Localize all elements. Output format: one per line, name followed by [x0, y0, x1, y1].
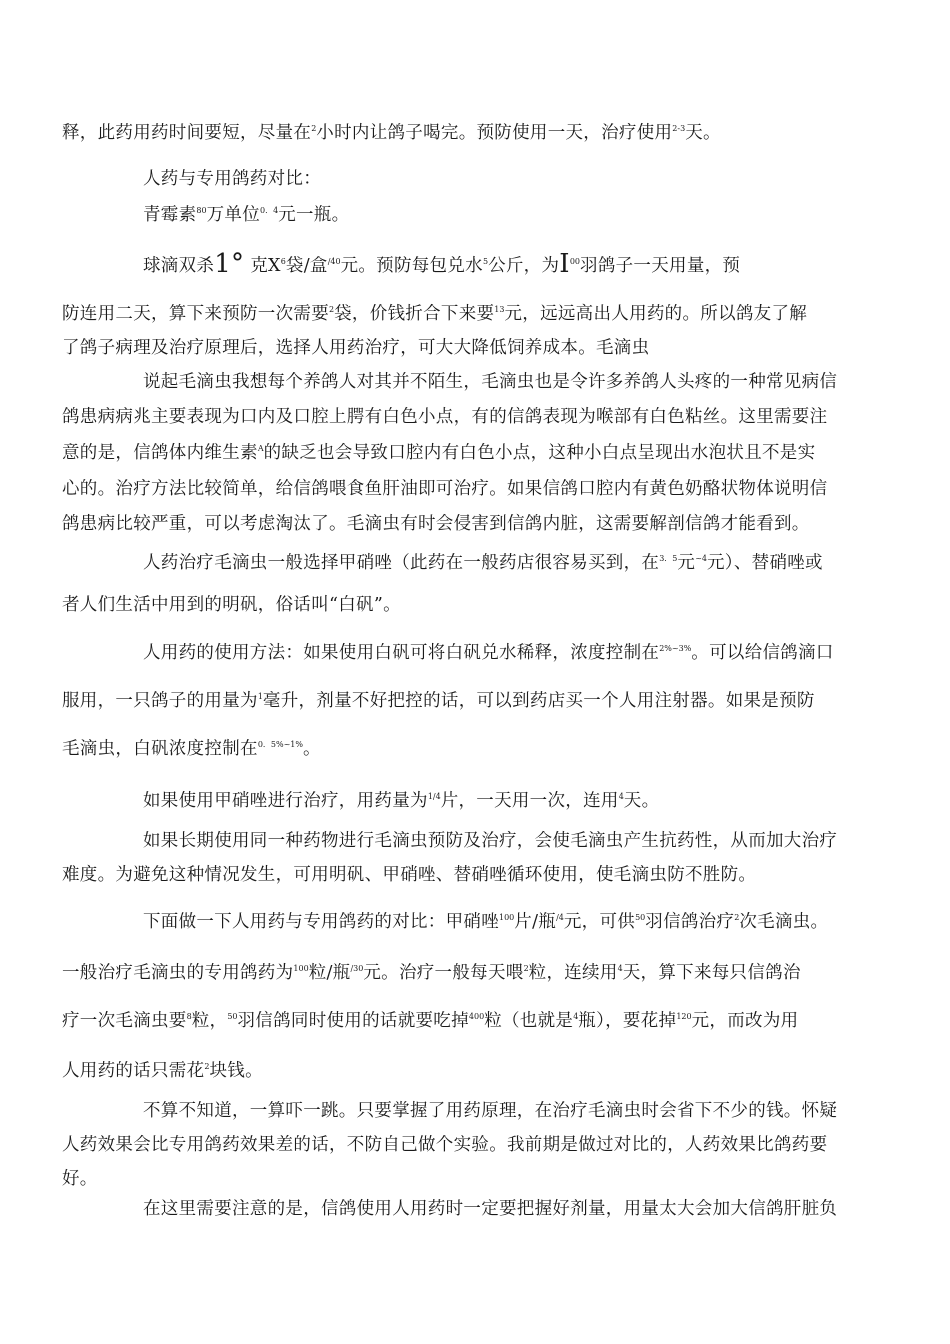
text-line: 防连用二天，算下来预防一次需要$^2$袋，价钱折合下来要$^{13}$元，远远高出人用药的。所以鸽友了解	[62, 304, 808, 324]
text-line: 心的。治疗方法比较简单，给信鸽喂食鱼肝油即可治疗。如果信鸽口腔内有黄色奶酪状物体说明信	[62, 479, 828, 499]
text-line: 下面做一下人用药与专用鸽药的对比：甲硝唑$^{100}$片/瓶$^{/4}$元，可供$^{50}$羽信鸽治疗$^2$次毛滴虫。	[143, 912, 829, 932]
text-line: 难度。为避免这种情况发生，可用明矾、甲硝唑、替硝唑循环使用，使毛滴虫防不胜防。	[62, 865, 757, 885]
text-line: 在这里需要注意的是，信鸽使用人用药时一定要把握好剂量，用量太大会加大信鸽肝脏负	[143, 1199, 838, 1219]
text-line: 释，此药用药时间要短，尽量在$^2$小时内让鸽子喝完。预防使用一天，治疗使用$^{2-3}$天。	[62, 123, 721, 143]
text-line: 说起毛滴虫我想每个养鸽人对其并不陌生，毛滴虫也是令许多养鸽人头疼的一种常见病信	[143, 372, 838, 392]
text-line: 不算不知道，一算吓一跳。只要掌握了用药原理，在治疗毛滴虫时会省下不少的钱。怀疑	[143, 1101, 838, 1121]
text-line: 鸽患病病兆主要表现为口内及口腔上腭有白色小点，有的信鸽表现为喉部有白色粘丝。这里需要注	[62, 407, 828, 427]
text-line: 疗一次毛滴虫要$^8$粒，$^{50}$羽信鸽同时使用的话就要吃掉$^{400}$粒（也就是$^4$瓶），要花掉$^{120}$元，而改为用	[62, 1011, 799, 1031]
text-line: 球滴双杀1° 克$X^6$袋/盒$^{/40}$元。预防每包兑水$^5$公斤，为$I^{00}$羽鸽子一天用量，预	[143, 249, 741, 279]
text-line: 人用药的使用方法：如果使用白矾可将白矾兑水稀释，浓度控制在$^{2\%\sim 3\%}$。可以给信鸽滴口	[143, 643, 834, 663]
text-line: 青霉素$^{80}$万单位$^{0.4}$元一瓶。	[143, 205, 350, 225]
text-line: 好。	[62, 1169, 98, 1189]
text-line: 者人们生活中用到的明矾，俗话叫“白矾”。	[62, 595, 401, 615]
text-line: 如果使用甲硝唑进行治疗，用药量为$^{1/4}$片，一天用一次，连用$^4$天。	[143, 791, 660, 811]
text-line: 服用，一只鸽子的用量为$^1$毫升，剂量不好把控的话，可以到药店买一个人用注射器。如果是预防	[62, 691, 815, 711]
text-line: 鸽患病比较严重，可以考虑淘汰了。毛滴虫有时会侵害到信鸽内脏，这需要解剖信鸽才能看到。	[62, 514, 810, 534]
text-line: 如果长期使用同一种药物进行毛滴虫预防及治疗，会使毛滴虫产生抗药性，从而加大治疗	[143, 831, 838, 851]
text-line: 意的是，信鸽体内维生素$^A$的缺乏也会导致口腔内有白色小点，这种小白点呈现出水泡状且不是实	[62, 443, 816, 463]
text-line: 人药治疗毛滴虫一般选择甲硝唑（此药在一般药店很容易买到，在$^{3.5}$元$^{\sim 4}$元）、替硝唑或	[143, 553, 823, 573]
text-line: 人药与专用鸽药对比：	[143, 169, 321, 189]
text-line: 一般治疗毛滴虫的专用鸽药为$^{100}$粒/瓶$^{/30}$元。治疗一般每天喂$^2$粒，连续用$^4$天，算下来每只信鸽治	[62, 963, 801, 983]
text-line: 了鸽子病理及治疗原理后，选择人用药治疗，可大大降低饲养成本。毛滴虫	[62, 338, 650, 358]
text-line: 人药效果会比专用鸽药效果差的话，不防自己做个实验。我前期是做过对比的，人药效果比鸽药要	[62, 1135, 828, 1155]
text-line: 毛滴虫，白矾浓度控制在$^{0.5\%\sim 1\%}$。	[62, 739, 321, 759]
text-line: 人用药的话只需花$^2$块钱。	[62, 1061, 263, 1081]
